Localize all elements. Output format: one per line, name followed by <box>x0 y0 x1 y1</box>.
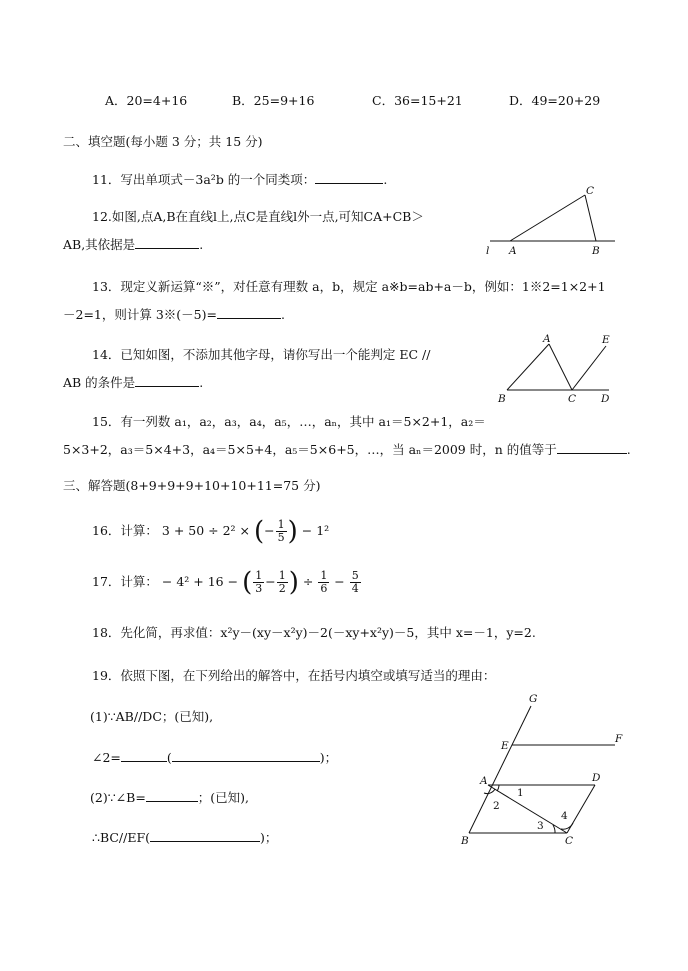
q17-fraction-3 <box>318 570 329 595</box>
angle-arc-3 <box>553 825 555 833</box>
angle-arc-1 <box>497 785 499 791</box>
q15-line1: 15．有一列数 a₁，a₂，a₃，a₄，a₅，…，aₙ，其中 a₁＝5×2+1，a₂＝ <box>92 414 486 429</box>
label-a: A <box>480 775 488 787</box>
q17-minus: − <box>265 574 276 589</box>
q16-neg: − <box>264 523 275 538</box>
paren-open: ( <box>242 567 253 598</box>
q19-figure <box>455 692 635 852</box>
q14-line2 <box>63 374 203 391</box>
q12-blank <box>135 236 199 249</box>
section3-title: 三、解答题(8+9+9+9+10+10+11=75 分) <box>63 478 321 493</box>
label-b: B <box>592 245 600 257</box>
q13-line2 <box>63 306 285 323</box>
q11-text: 11．写出单项式－3a²b 的一个同类项： <box>92 172 316 187</box>
frac-num: 5 <box>351 569 359 582</box>
label-b: B <box>461 835 469 847</box>
q13-end: . <box>281 307 285 322</box>
q15-line2 <box>63 441 631 458</box>
frac-den: 4 <box>351 582 359 595</box>
q19-blank-4 <box>150 829 260 842</box>
q19-blank-1 <box>121 749 167 762</box>
q12-line1: 12.如图,点A,B在直线l上,点C是直线l外一点,可知CA+CB＞ <box>92 209 424 224</box>
q14-figure <box>494 330 624 405</box>
q19-line1: (1)∵AB//DC；(已知), <box>90 709 214 724</box>
option-c: C．36=15+21 <box>372 93 463 108</box>
q19-text: 19．依照下图，在下列给出的解答中，在括号内填空或填写适当的理由： <box>92 668 496 683</box>
segment-cb <box>585 195 596 241</box>
q19-l4-post: )； <box>260 830 278 845</box>
label-g: G <box>529 693 538 705</box>
segment-ac <box>549 344 572 390</box>
label-b: B <box>498 393 506 405</box>
frac-num: 1 <box>278 569 286 582</box>
q14-line2-text: AB 的条件是 <box>63 375 136 390</box>
paren-close: ) <box>287 516 298 547</box>
label-e: E <box>501 740 509 752</box>
q19-l3-pre: (2)∵∠B= <box>90 790 146 805</box>
q17-expr-b: ÷ <box>302 574 314 589</box>
q16-frac-num: 1 <box>277 518 285 531</box>
q16-expr-b: − 1² <box>301 523 330 538</box>
q12-end: . <box>199 237 204 252</box>
label-c: C <box>568 393 577 405</box>
label-f: F <box>615 733 623 745</box>
q16-frac-den: 5 <box>277 531 285 544</box>
angle-arc-4 <box>561 823 573 829</box>
frac-den: 2 <box>278 582 286 595</box>
angle-label-2: 2 <box>493 800 500 812</box>
label-d: D <box>601 393 610 405</box>
q18: 18．先化简，再求值：x²y－(xy－x²y)－2(－xy+x²y)－5，其中 x=－1，y=2. <box>92 625 536 640</box>
angle-label-4: 4 <box>561 810 568 822</box>
angle-label-3: 3 <box>537 820 544 832</box>
frac-den: 6 <box>320 582 328 595</box>
q16-fraction <box>276 519 287 544</box>
q16-expr-a: 3 + 50 ÷ 2² × <box>161 523 251 538</box>
q17-fraction-1 <box>253 570 264 595</box>
label-d: D <box>592 772 601 784</box>
q19-blank-3 <box>146 789 198 802</box>
option-a: A．20=4+16 <box>105 93 188 108</box>
q13-line2-text: －2=1，则计算 3※(－5)= <box>63 307 217 322</box>
option-b: B．25=9+16 <box>232 93 315 108</box>
q19-l2-open: ( <box>166 750 172 765</box>
q17 <box>92 568 362 596</box>
q19-l2-close: )； <box>319 750 338 765</box>
frac-den: 3 <box>255 582 263 595</box>
q15-end: . <box>626 442 631 457</box>
q14-blank <box>135 374 199 387</box>
frac-num: 1 <box>255 569 263 582</box>
q12-line2-text: AB,其依据是 <box>63 237 136 252</box>
q12-line2 <box>63 236 203 253</box>
paren-close: ) <box>288 567 299 598</box>
q14-end: . <box>199 375 204 390</box>
q11 <box>92 171 387 188</box>
q15-line2-text: 5×3+2，a₃＝5×4+3，a₄＝5×5+4，a₅＝5×6+5，…，当 aₙ＝2009 时，n 的值等于 <box>63 442 557 457</box>
label-c: C <box>565 835 574 847</box>
q17-fraction-2 <box>277 570 288 595</box>
paren-open: ( <box>254 516 265 547</box>
q13-line1: 13．现定义新运算“※”，对任意有理数 a，b，规定 a※b=ab+a－b，例如：1※2=1×2+1 <box>92 279 606 294</box>
q17-minus2: − <box>334 574 345 589</box>
label-e: E <box>602 334 610 346</box>
q16 <box>92 517 329 545</box>
q11-end: . <box>383 172 388 187</box>
q19-blank-2 <box>172 749 320 762</box>
q19-l3-post: ；(已知), <box>197 790 250 805</box>
q19-line3 <box>90 789 249 806</box>
label-c: C <box>586 185 595 197</box>
frac-num: 1 <box>320 569 328 582</box>
segment-ac <box>510 195 585 241</box>
label-a: A <box>509 245 517 257</box>
q19-line2 <box>92 749 337 766</box>
q17-prefix: 17．计算： <box>92 574 158 589</box>
q19-line4 <box>92 829 277 846</box>
q17-expr-a: − 4² + 16 − <box>161 574 239 589</box>
q19-l4-pre: ∴BC//EF( <box>92 830 151 845</box>
line-gb <box>469 706 531 833</box>
angle-label-1: 1 <box>517 787 524 799</box>
q12-figure <box>480 182 620 260</box>
q16-prefix: 16．计算： <box>92 523 158 538</box>
line-ac <box>488 785 567 833</box>
option-d: D．49=20+29 <box>509 93 601 108</box>
segment-ba <box>507 344 549 390</box>
label-l: l <box>486 245 490 257</box>
q19-l2-pre: ∠2= <box>92 750 121 765</box>
q14-line1: 14．已知如图，不添加其他字母，请你写出一个能判定 EC // <box>92 347 431 362</box>
section2-title: 二、填空题(每小题 3 分；共 15 分) <box>63 134 263 149</box>
q13-blank <box>217 306 281 319</box>
q17-fraction-4 <box>350 570 361 595</box>
q15-blank <box>557 441 627 454</box>
label-a: A <box>543 333 551 345</box>
q11-blank <box>315 171 383 184</box>
segment-ce <box>572 346 606 390</box>
